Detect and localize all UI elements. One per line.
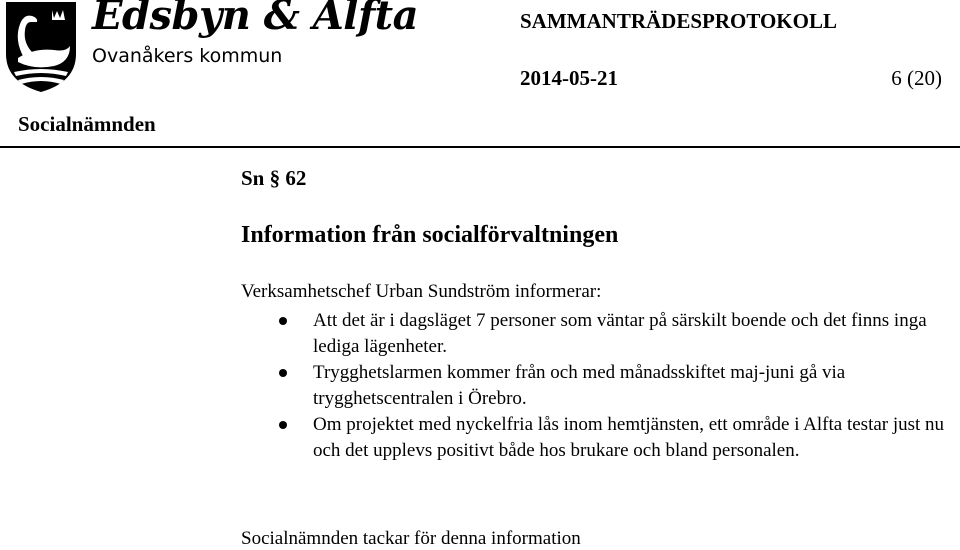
- closing-statement: Socialnämnden tackar för denna information: [241, 528, 581, 549]
- intro-text: Verksamhetschef Urban Sundström informerar:: [241, 281, 602, 302]
- document-type: SAMMANTRÄDESPROTOKOLL: [520, 9, 837, 33]
- brand-name: Edsbyn & Alfta: [92, 0, 419, 39]
- info-list: [241, 308, 953, 464]
- list-item-text: Om projektet med nyckelfria lås inom hemtjänsten, ett område i Alfta testar just nu och det upplevs positivt både hos brukare och bland personalen.: [313, 414, 945, 461]
- coat-of-arms-icon: [4, 0, 78, 94]
- list-item: [241, 412, 953, 464]
- bullet-icon: [279, 317, 287, 325]
- committee-name: Socialnämnden: [18, 112, 156, 136]
- list-item-text: Att det är i dagsläget 7 personer som väntar på särskilt boende och det finns inga lediga lägenheter.: [313, 310, 927, 357]
- section-title: Information från socialförvaltningen: [241, 222, 619, 248]
- municipality-logo: [4, 0, 78, 94]
- bullet-icon: [279, 421, 287, 429]
- list-item: [241, 360, 953, 412]
- brand-subtitle: Ovanåkers kommun: [92, 45, 283, 67]
- list-item-text: Trygghetslarmen kommer från och med månadsskiftet maj-juni gå via trygghetscentralen i Örebro.: [313, 362, 846, 409]
- meeting-date: 2014-05-21: [520, 66, 618, 90]
- header-divider: [0, 146, 960, 148]
- page-number: 6 (20): [891, 66, 942, 90]
- list-item: [241, 308, 953, 360]
- section-number: Sn § 62: [241, 166, 307, 190]
- bullet-icon: [279, 369, 287, 377]
